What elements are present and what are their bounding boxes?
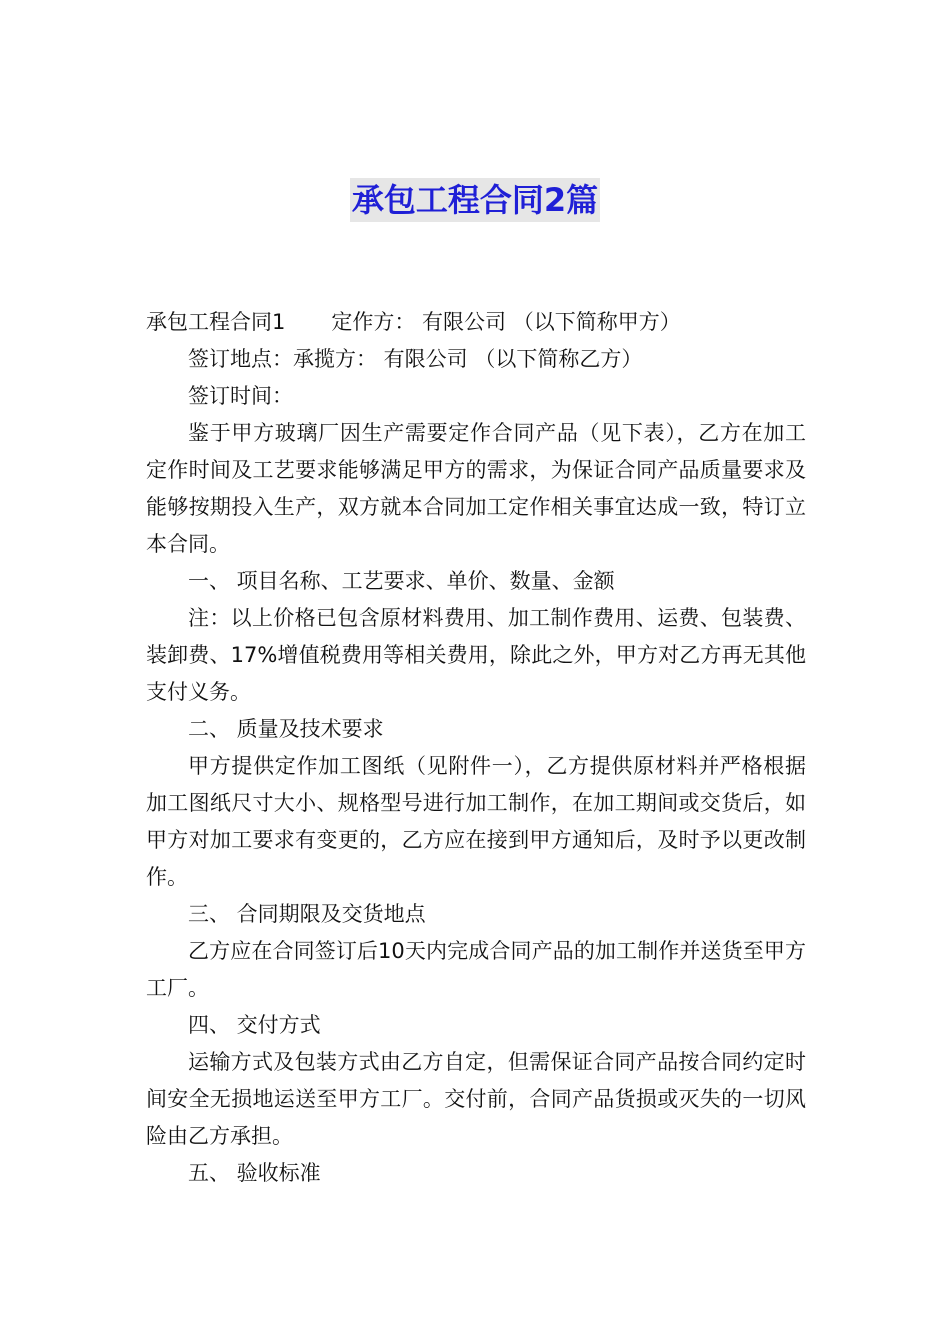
- paragraph-contract-header: [146, 304, 806, 341]
- document-title: 承包工程合同2篇: [350, 178, 600, 222]
- section-heading-1: 一、 项目名称、工艺要求、单价、数量、金额: [188, 569, 615, 593]
- section-heading-2: 二、 质量及技术要求: [188, 717, 384, 741]
- title-container: [0, 178, 950, 222]
- document-body: [146, 304, 806, 1192]
- contract-number-label: 承包工程合同1: [146, 310, 286, 334]
- paragraph-price-note: 注：以上价格已包含原材料费用、加工制作费用、运费、包装费、装卸费、17%增值税费用等相关费用，除此之外，甲方对乙方再无其他支付义务。: [146, 606, 806, 704]
- section-heading-4: 四、 交付方式: [188, 1013, 321, 1037]
- section-heading-5: 五、 验收标准: [188, 1161, 321, 1185]
- section-heading-3: 三、 合同期限及交货地点: [188, 902, 426, 926]
- paragraph-quality: 甲方提供定作加工图纸（见附件一），乙方提供原材料并严格根据加工图纸尺寸大小、规格型号进行加工制作，在加工期间或交货后，如甲方对加工要求有变更的，乙方应在接到甲方通知后，及时予以更改制作。: [146, 754, 806, 889]
- paragraph-delivery-method: 运输方式及包装方式由乙方自定，但需保证合同产品按合同约定时间安全无损地运送至甲方工厂。交付前，合同产品货损或灭失的一切风险由乙方承担。: [146, 1050, 806, 1148]
- paragraph-delivery-term: 乙方应在合同签订后10天内完成合同产品的加工制作并送货至甲方工厂。: [146, 939, 806, 1000]
- paragraph-signing-time: 签订时间：: [188, 384, 293, 408]
- paragraph-signing-place: 签订地点：承揽方： 有限公司 （以下简称乙方）: [188, 347, 643, 371]
- party-a-line: 定作方： 有限公司 （以下简称甲方）: [331, 310, 681, 334]
- paragraph-preamble: 鉴于甲方玻璃厂因生产需要定作合同产品（见下表），乙方在加工定作时间及工艺要求能够满足甲方的需求，为保证合同产品质量要求及能够按期投入生产，双方就本合同加工定作相关事宜达成一致，特订立本合同。: [146, 421, 806, 556]
